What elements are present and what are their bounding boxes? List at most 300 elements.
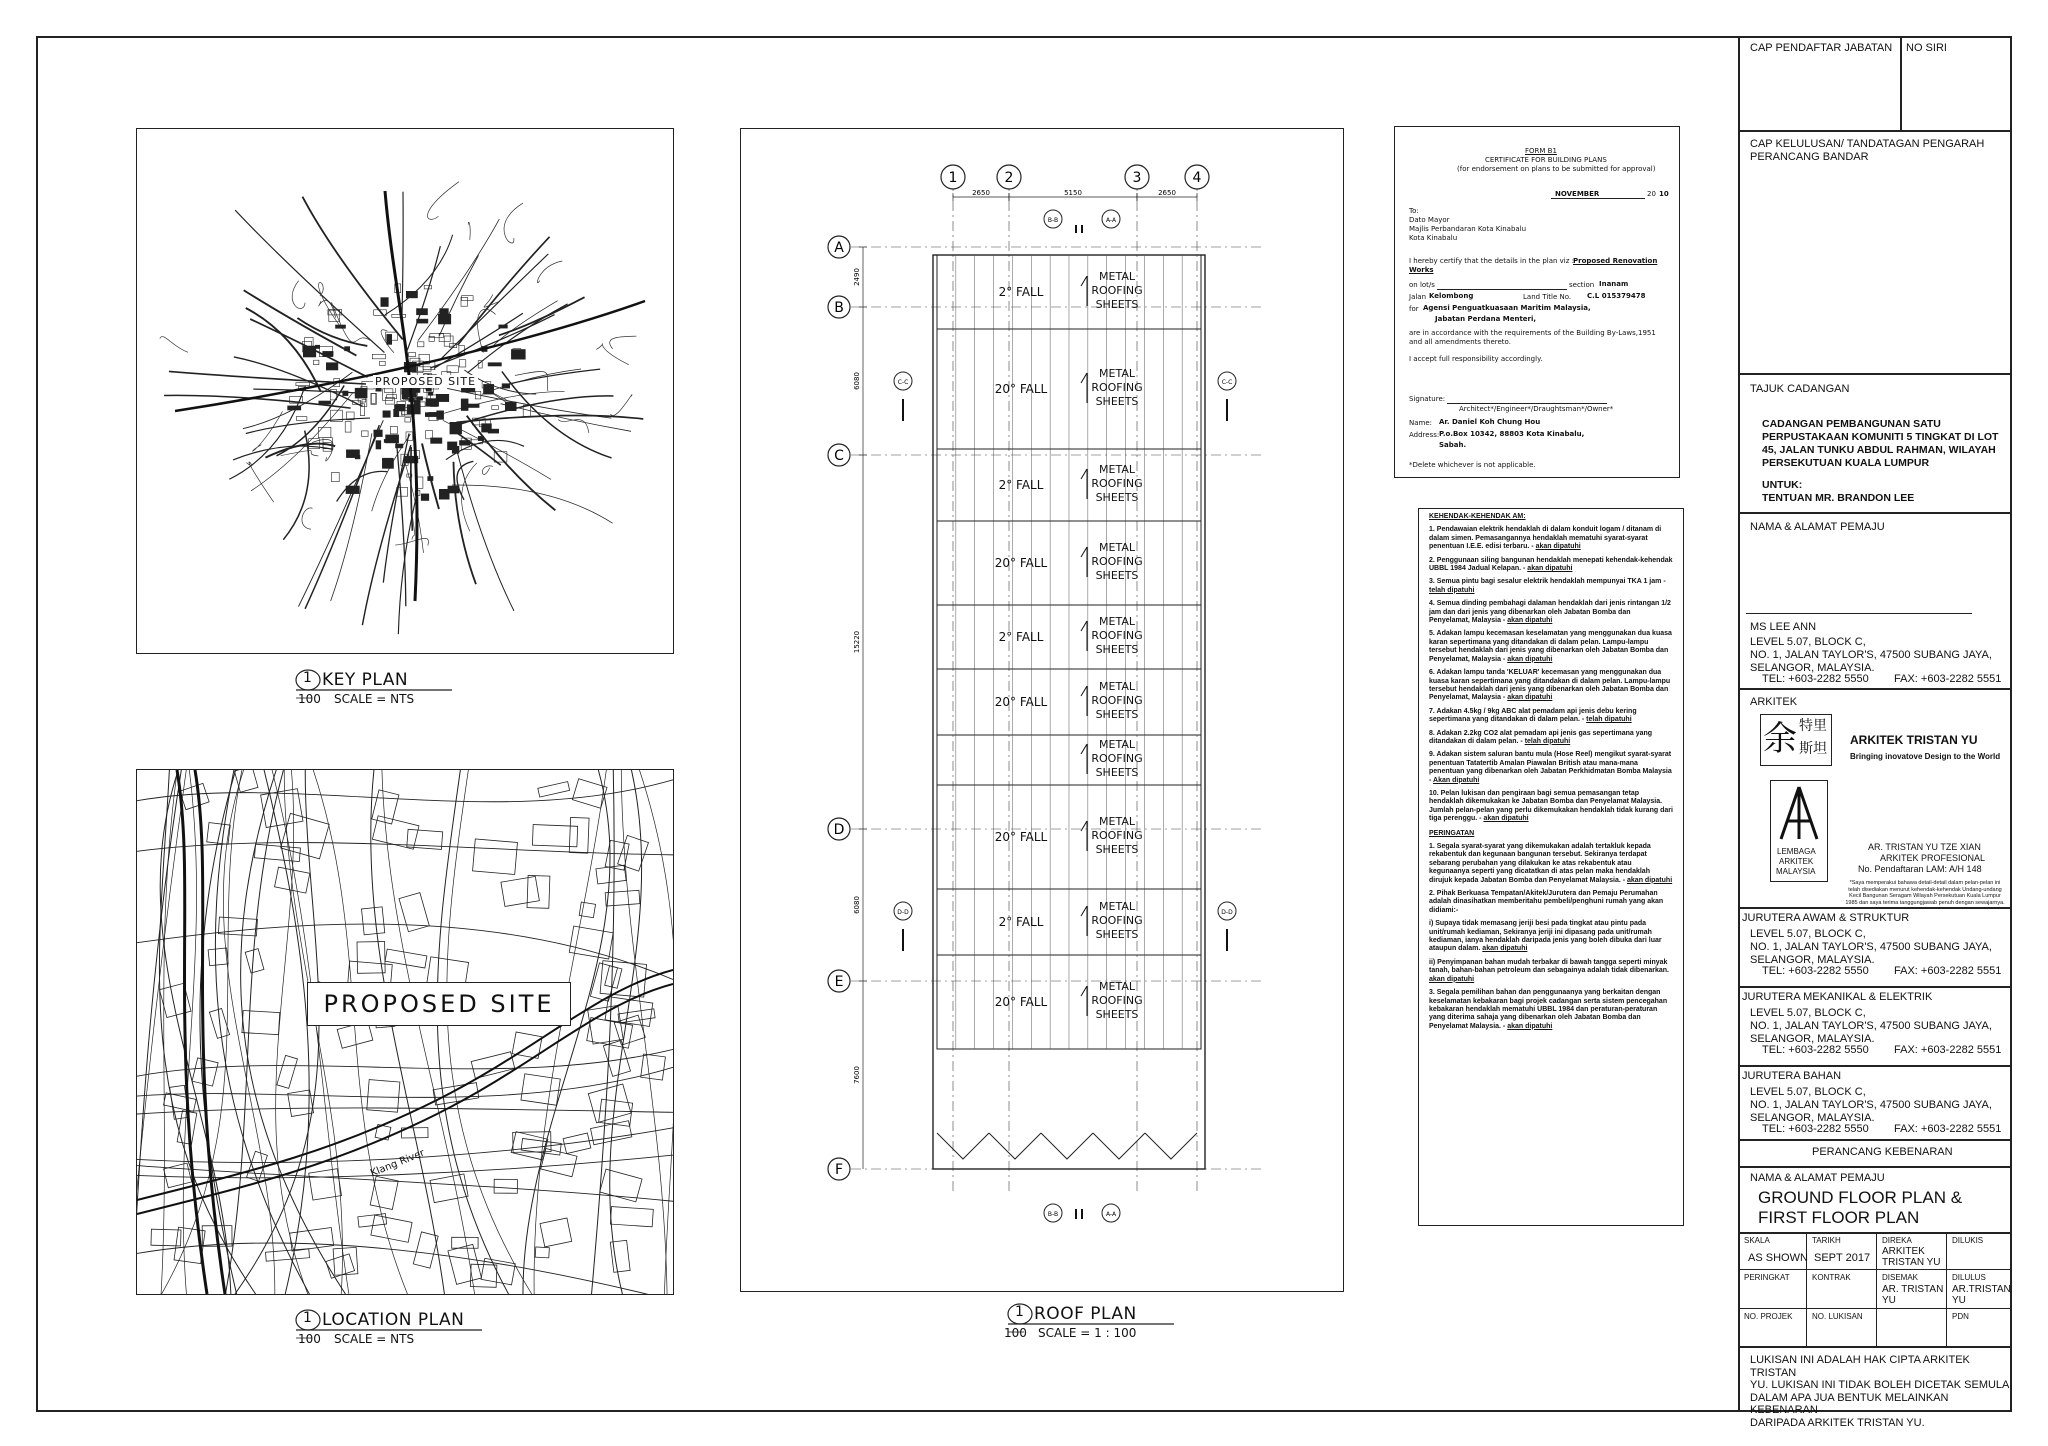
tb-divider xyxy=(1740,688,2012,690)
map-building xyxy=(336,325,346,328)
key-plan-site-label: PROPOSED SITE xyxy=(375,375,477,388)
cert-for-label: for xyxy=(1409,305,1419,313)
map-building xyxy=(425,413,436,417)
roofing-sheet-label: METAL xyxy=(1099,270,1135,283)
cap-pendaftar-label: CAP PENDAFTAR JABATAN xyxy=(1750,42,1893,54)
section-mark-label: A-A xyxy=(1105,1211,1117,1218)
consultant-tel: TEL: +603-2282 5550 xyxy=(1762,965,1869,977)
roofing-sheet-label: ROOFING xyxy=(1091,829,1143,842)
cert-accordance-1: are in accordance with the requirements of the Building By-Laws,1951 xyxy=(1409,329,1656,337)
roofing-sheet-label: METAL xyxy=(1099,367,1135,380)
map-building xyxy=(588,1005,623,1044)
section-mark-label: C-C xyxy=(1221,379,1233,386)
roofing-sheet-label: SHEETS xyxy=(1095,491,1139,504)
cert-address-2: Sabah. xyxy=(1439,441,1467,449)
grid-row-label: F xyxy=(834,1162,844,1178)
lam-3: MALAYSIA xyxy=(1776,867,1816,876)
section-mark-label: D-D xyxy=(1221,909,1233,916)
map-building xyxy=(261,789,303,828)
note-item-9 xyxy=(1429,751,1673,785)
map-building xyxy=(395,405,406,411)
tb-vdivider xyxy=(1876,1232,1877,1346)
roofing-sheet-label: SHEETS xyxy=(1095,766,1139,779)
cert-land-title: C.L 015379478 xyxy=(1587,292,1646,300)
map-building xyxy=(266,1249,310,1261)
grid-col-label: 4 xyxy=(1192,170,1202,186)
roofing-sheet-label: ROOFING xyxy=(1091,629,1143,642)
map-road xyxy=(137,1166,673,1202)
map-contour xyxy=(482,466,493,475)
map-building xyxy=(569,817,589,853)
map-road xyxy=(499,297,585,335)
roof-fall-arrowhead xyxy=(1081,621,1087,631)
lam-seal xyxy=(1770,780,1828,882)
warning-item-text: 1. Segala syarat-syarat yang dikemukakan adalah tertakluk kepada rekabentuk dan kegunaan bangunan tersebut. Sekiranya terdapat sebarang perubahan yang dilakukan ke atas rekabentuk atau kegunaanya seperti yang dicatatkan di atas pelan maka hendaklah dirujuk kepada Jabatan Bomba dan Penyelamat Malaysia. - xyxy=(1429,843,1651,884)
map-road xyxy=(418,219,499,340)
roofing-sheet-label: METAL xyxy=(1099,980,1135,993)
roof-plan-drawing xyxy=(741,129,1343,1291)
notes-items xyxy=(1429,526,1673,823)
map-building xyxy=(380,361,386,365)
roof-fall-arrowhead xyxy=(1081,686,1087,696)
tarikh-label: TARIKH xyxy=(1812,1236,1841,1245)
roof-fall-label: 2° FALL xyxy=(998,915,1044,929)
roof-plan-scale: SCALE = 1 : 100 xyxy=(1038,1326,1137,1340)
drawing-title: GROUND FLOOR PLAN & FIRST FLOOR PLAN xyxy=(1758,1188,1963,1227)
perancang-kebenaran: PERANCANG KEBENARAN xyxy=(1812,1146,1953,1158)
map-road xyxy=(235,770,319,1294)
pemaju-name: MS LEE ANN xyxy=(1750,621,1817,633)
map-building xyxy=(409,353,416,357)
map-building xyxy=(431,438,442,444)
pdn-label: PDN xyxy=(1952,1312,1969,1321)
tarikh-value: SEPT 2017 xyxy=(1814,1252,1871,1264)
note-item-text: 8. Adakan 2.2kg CO2 alat pemadam api jenis gas sepertimana yang ditandakan di dalam pelan. - xyxy=(1429,729,1653,745)
map-contour xyxy=(537,261,562,283)
roofing-sheet-label: METAL xyxy=(1099,541,1135,554)
tb-divider xyxy=(1740,1139,2012,1141)
map-building xyxy=(323,351,333,356)
roofing-sheet-label: ROOFING xyxy=(1091,752,1143,765)
map-building xyxy=(372,790,399,824)
tb-vdivider xyxy=(1806,1232,1807,1346)
logo-glyph-big: 余 xyxy=(1763,719,1797,759)
map-building xyxy=(376,441,381,449)
roof-fall-label: 2° FALL xyxy=(998,478,1044,492)
roofing-sheet-label: METAL xyxy=(1099,900,1135,913)
cert-to-1: Dato Mayor xyxy=(1409,216,1450,224)
map-road xyxy=(337,471,388,501)
map-building xyxy=(207,823,231,845)
gutter-outlet xyxy=(1041,1133,1093,1159)
map-contour xyxy=(160,337,188,353)
roof-fall-label: 2° FALL xyxy=(998,285,1044,299)
roof-plan-number: 1 xyxy=(1015,1304,1024,1320)
roofing-sheet-label: METAL xyxy=(1099,680,1135,693)
note-item-7 xyxy=(1429,708,1673,725)
cert-accordance-2: and all amendments thereto. xyxy=(1409,338,1511,346)
note-item-status: akan dipatuhi xyxy=(1507,694,1553,702)
map-building xyxy=(459,360,466,367)
note-item-text: 5. Adakan lampu kecemasan keselamatan yang menggunakan dua kuasa karan sepertimana yang ditandakan di dalam pelan. Lampu-lampu tersebut hendaklah dari jenis yang dibenarkan oleh Jabatan Bomba dan Penyelamat, Malaysia - xyxy=(1429,630,1672,663)
location-plan-number: 1 xyxy=(303,1310,312,1326)
map-building xyxy=(417,319,428,323)
note-item-status: akan dipatuhi xyxy=(1507,617,1553,625)
map-building xyxy=(296,417,307,421)
note-item-status: akan dipatuhi xyxy=(1507,655,1553,663)
map-building xyxy=(428,477,433,481)
cert-jalan: Kelombong xyxy=(1429,292,1474,300)
map-building xyxy=(277,1055,298,1088)
map-building xyxy=(288,1090,314,1117)
map-building xyxy=(605,966,622,988)
cert-for-1: Agensi Penguatkuasaan Maritim Malaysia, xyxy=(1423,304,1591,312)
consultant-address: LEVEL 5.07, BLOCK C, NO. 1, JALAN TAYLOR'S, 47500 SUBANG JAYA, SELANGOR, MALAYSIA. xyxy=(1750,928,1992,966)
section-mark-label: C-C xyxy=(897,379,909,386)
gutter-outlet xyxy=(1145,1133,1197,1159)
gutter-outlet xyxy=(937,1133,989,1159)
map-building xyxy=(467,404,479,408)
roofing-sheet-label: METAL xyxy=(1099,815,1135,828)
map-contour xyxy=(610,336,637,349)
roofing-sheet-label: ROOFING xyxy=(1091,381,1143,394)
map-building xyxy=(371,1215,412,1242)
map-building xyxy=(590,963,617,1001)
note-item-status: Akan dipatuhi xyxy=(1433,776,1480,784)
tb-divider xyxy=(1740,512,2012,514)
roof-fall-label: 2° FALL xyxy=(998,630,1044,644)
tajuk-label: TAJUK CADANGAN xyxy=(1750,383,1850,395)
note-item-1 xyxy=(1429,526,1673,551)
map-building xyxy=(527,875,550,908)
consultant-fax: FAX: +603-2282 5551 xyxy=(1894,965,2002,977)
roofing-sheet-label: SHEETS xyxy=(1095,298,1139,311)
cert-jalan-label: Jalan xyxy=(1409,293,1427,301)
map-building xyxy=(371,393,376,403)
note-item-text: 10. Pelan lukisan dan pengiraan bagi semua pemasangan tetap hendaklah dikemukakan ke Jabatan Bomba dan Penyelamat Malaysia. Jumlah pelan-pelan yang perlu dikemukakan hendaklah tidak kurang dari tiga perenggu. - xyxy=(1429,789,1673,823)
map-building xyxy=(372,354,385,359)
map-building xyxy=(461,297,468,306)
roofing-sheet-label: SHEETS xyxy=(1095,843,1139,856)
note-item-text: 6. Adakan lampu tanda 'KELUAR' kecemasan yang menggunakan dua kuasa karan sepertimana yang ditandakan di dalam pelan. Lampu-lampu tersebut hendaklah dari jenis yang dibenarkan oleh Jabatan Bomba dan Penyelamat, Malaysia - xyxy=(1429,669,1671,702)
tb-divider xyxy=(1740,130,2012,132)
map-road xyxy=(215,770,309,1294)
architect-lam-no: No. Pendaftaran LAM: A/H 148 xyxy=(1858,864,1982,874)
map-building xyxy=(304,346,313,354)
note-item-5 xyxy=(1429,630,1673,664)
map-contour xyxy=(596,344,628,365)
untuk-label: UNTUK: xyxy=(1762,479,1803,491)
row-dim-label: 15220 xyxy=(853,630,861,654)
map-road xyxy=(244,290,357,355)
warning-item-5 xyxy=(1429,989,1673,1031)
key-plan-scale: SCALE = NTS xyxy=(334,692,415,706)
map-building xyxy=(245,949,264,973)
map-road xyxy=(251,393,353,491)
roof-fall-arrowhead xyxy=(1081,547,1087,557)
map-building xyxy=(164,1093,197,1112)
note-item-8 xyxy=(1429,730,1673,747)
roofing-sheet-label: SHEETS xyxy=(1095,395,1139,408)
map-building xyxy=(521,1074,560,1105)
kontrak-label: KONTRAK xyxy=(1812,1273,1851,1282)
map-building xyxy=(448,486,459,493)
note-item-status: telah dipatuhi xyxy=(1524,737,1571,745)
map-building xyxy=(357,942,385,974)
map-road xyxy=(462,463,477,531)
note-item-status: akan dipatuhi xyxy=(1527,565,1573,573)
roof-fall-label: 20° FALL xyxy=(994,830,1048,844)
note-item-status: akan dipatuhi xyxy=(1483,815,1529,823)
warning-item-text: 3. Segala pemilihan bahan dan penggunaanya yang berkaitan dengan keselamatan kebakaran bagi projek cadangan serta sistem pencegahan kebakaran hendaklah mematuhi UBBL 1984 dan peraturan-peraturan yang diterima sahaja yang dibenarkan oleh Jabatan Bomba dan Penyelamat Malaysia. - xyxy=(1429,989,1668,1030)
tb-divider xyxy=(1740,1346,2012,1348)
direka-label: DIREKA xyxy=(1882,1236,1912,1245)
note-item-text: 4. Semua dinding pembahagi dalaman hendaklah dari jenis rintangan 1/2 jam dan dari jenis yang dibenarkan oleh Jabatan Bomba dan Penyelamat, Malaysia - xyxy=(1429,600,1671,625)
map-building xyxy=(384,439,390,442)
note-item-3 xyxy=(1429,578,1673,595)
note-item-10 xyxy=(1429,790,1673,824)
map-contour xyxy=(504,203,523,243)
roofing-sheet-label: SHEETS xyxy=(1095,928,1139,941)
map-building xyxy=(367,1080,400,1113)
no-lukisan-label: NO. LUKISAN xyxy=(1812,1312,1863,1321)
notes-heading: KEHENDAK-KEHENDAK AM: xyxy=(1429,513,1526,520)
tb-vdivider xyxy=(1900,36,1902,130)
map-building xyxy=(494,1179,517,1193)
cert-section: Inanam xyxy=(1599,280,1629,288)
map-road xyxy=(467,416,556,511)
cert-section-label: section xyxy=(1569,281,1595,289)
key-plan-number: 1 xyxy=(303,670,312,686)
map-building xyxy=(569,926,613,959)
key-plan-scale-number: 100 xyxy=(298,692,321,706)
roof-plan-title-block xyxy=(994,1300,1314,1346)
tb-divider xyxy=(1740,986,2012,988)
map-building xyxy=(362,431,369,436)
map-building xyxy=(426,431,433,439)
map-building xyxy=(470,1264,497,1287)
map-building xyxy=(242,1011,280,1035)
cert-address-1: P.o.Box 10342, 88803 Kota Kinabalu, xyxy=(1439,430,1585,438)
roofing-sheet-label: SHEETS xyxy=(1095,643,1139,656)
peringkat-label: PERINGKAT xyxy=(1744,1273,1790,1282)
map-road xyxy=(159,770,255,1294)
map-building xyxy=(600,1169,642,1202)
cert-signature-line xyxy=(1447,403,1607,404)
map-building xyxy=(358,1214,387,1228)
cert-to: To: xyxy=(1409,207,1419,215)
section-mark-label: B-B xyxy=(1047,217,1059,224)
consultant-label: JURUTERA MEKANIKAL & ELEKTRIK xyxy=(1742,991,1933,1003)
map-building xyxy=(596,865,626,884)
roof-plan-frame xyxy=(740,128,1344,1292)
map-building xyxy=(505,402,516,411)
map-building xyxy=(418,367,431,371)
roof-fall-label: 20° FALL xyxy=(994,695,1048,709)
pemaju-fax: FAX: +603-2282 5551 xyxy=(1894,673,2002,685)
roofing-sheet-label: ROOFING xyxy=(1091,477,1143,490)
map-road xyxy=(456,448,514,610)
cert-certify: I hereby certify that the details in the plan viz : xyxy=(1409,257,1575,265)
map-building xyxy=(502,384,510,388)
map-building xyxy=(314,360,319,365)
requirements-notes xyxy=(1418,508,1684,1226)
consultant-address: LEVEL 5.07, BLOCK C, NO. 1, JALAN TAYLOR'S, 47500 SUBANG JAYA, SELANGOR, MALAYSIA. xyxy=(1750,1007,1992,1045)
map-building xyxy=(164,1163,192,1188)
lam-seal-icon xyxy=(1771,783,1827,843)
note-item-2 xyxy=(1429,557,1673,574)
map-building xyxy=(450,422,462,434)
location-plan-title: LOCATION PLAN xyxy=(322,1310,465,1330)
consultant-label: JURUTERA AWAM & STRUKTUR xyxy=(1742,912,1910,924)
roof-fall-arrowhead xyxy=(1081,276,1087,286)
location-plan-title-block xyxy=(282,1306,602,1352)
section-mark-label: A-A xyxy=(1105,217,1117,224)
certificate-form-b1 xyxy=(1394,126,1680,478)
map-building xyxy=(332,472,340,481)
cert-name: Ar. Daniel Koh Chung Hou xyxy=(1439,418,1541,426)
row-dim-label: 6080 xyxy=(853,896,861,914)
roof-fall-label: 20° FALL xyxy=(994,382,1048,396)
consultant-fax: FAX: +603-2282 5551 xyxy=(1894,1123,2002,1135)
architect-title: ARKITEK PROFESIONAL xyxy=(1880,853,1986,863)
roofing-sheet-label: ROOFING xyxy=(1091,914,1143,927)
map-building xyxy=(437,411,444,420)
grid-row-label: B xyxy=(834,300,844,316)
roofing-sheet-label: ROOFING xyxy=(1091,694,1143,707)
tb-divider xyxy=(1740,907,2012,909)
cert-date-underline xyxy=(1551,198,1645,199)
map-road xyxy=(305,425,379,609)
map-building xyxy=(383,411,390,418)
map-building xyxy=(588,1084,631,1123)
firm-name: ARKITEK TRISTAN YU xyxy=(1850,733,1978,747)
map-building xyxy=(538,782,570,798)
note-item-status: telah dipatuhi xyxy=(1429,586,1475,594)
map-building xyxy=(430,1174,468,1203)
map-road xyxy=(398,491,417,634)
map-road xyxy=(246,418,370,433)
consultant-fax: FAX: +603-2282 5551 xyxy=(1894,1044,2002,1056)
map-building xyxy=(511,350,525,360)
roof-fall-arrowhead xyxy=(1081,986,1087,996)
cert-name-label: Name: xyxy=(1409,419,1433,427)
map-building xyxy=(452,446,459,453)
map-building xyxy=(392,314,406,317)
map-road xyxy=(253,389,366,393)
map-road xyxy=(447,388,611,418)
map-building xyxy=(473,839,518,875)
map-road xyxy=(505,369,601,385)
cert-to-3: Kota Kinabalu xyxy=(1409,234,1458,242)
map-building xyxy=(424,286,431,289)
grid-col-label: 1 xyxy=(948,170,958,186)
map-building xyxy=(532,825,577,847)
warning-item-4 xyxy=(1429,959,1673,984)
cert-date-year: 10 xyxy=(1659,190,1669,198)
map-road xyxy=(458,237,550,345)
tajuk-text: CADANGAN PEMBANGUNAN SATU PERPUSTAKAAN KOMUNITI 5 TINGKAT DI LOT 45, JALAN TUNKU ABDUL RAHMAN, WILAYAH PERSEKUTUAN KUALA LUMPUR xyxy=(1762,418,1999,469)
roof-fall-arrowhead xyxy=(1081,906,1087,916)
map-building xyxy=(326,363,338,370)
roofing-sheet-label: ROOFING xyxy=(1091,994,1143,1007)
map-building xyxy=(417,309,428,315)
roofing-sheet-label: SHEETS xyxy=(1095,569,1139,582)
roof-fall-label: 20° FALL xyxy=(994,556,1048,570)
location-plan-scale: SCALE = NTS xyxy=(334,1332,415,1346)
map-building xyxy=(296,383,310,386)
cert-accept: I accept full responsibility accordingly. xyxy=(1409,355,1543,363)
warning-item-status: akan dipatuhi xyxy=(1507,1022,1553,1030)
map-building xyxy=(281,813,330,858)
warning-item-text: i) Supaya tidak memasang jeriji besi pada tingkat atau pintu pada unit/rumah kediaman, Sekiranya jeriji ini dipasang pada unit/rumah kediaman, ianya hendaklah daripada jenis yang boleh dibuka dari luar ataupun dalam. xyxy=(1429,920,1662,953)
map-building xyxy=(362,907,385,935)
cert-land-title-label: Land Title No. xyxy=(1523,293,1572,301)
map-road xyxy=(402,192,403,319)
lam-2: ARKITEK xyxy=(1779,857,1814,866)
note-item-text: 2. Penggunaan siling bangunan hendaklah menepati kehendak-kehendak UBBL 1984 Jadual Kelapan. - xyxy=(1429,556,1673,573)
disemak-label: DISEMAK xyxy=(1882,1273,1919,1282)
copyright-notice: LUKISAN INI ADALAH HAK CIPTA ARKITEK TRISTAN YU. LUKISAN INI TIDAK BOLEH DICETAK SEMULA DALAM APA JUA BENTUK MELAINKAN KEBENARAN DARIPADA ARKITEK TRISTAN YU. xyxy=(1750,1354,2010,1429)
map-contour xyxy=(302,508,313,529)
col-dim-label: 2650 xyxy=(1158,189,1176,197)
map-building xyxy=(433,1083,479,1105)
map-building xyxy=(481,1258,515,1285)
map-building xyxy=(319,401,331,404)
map-road xyxy=(441,254,548,359)
location-plan-map xyxy=(136,769,674,1295)
map-contour xyxy=(319,282,340,325)
tb-divider xyxy=(1740,1166,2012,1168)
map-contour xyxy=(427,182,459,220)
river-label: Klang River xyxy=(369,1147,427,1180)
grid-row-label: D xyxy=(833,822,845,838)
architect-disclaimer: *Saya memperakui bahawa detail-detail dalam pelan-pelan ini telah disediakan menurut kehendak-kehendak Undang-undang Kecil Bangunan Seragam Wilayah Persekutuan Kuala Lumpur 1985 dan saya terima tanggungjawab penuh dengan sewajarnya. xyxy=(1845,880,2005,906)
gutter-outlet xyxy=(989,1133,1041,1159)
map-building xyxy=(397,401,405,404)
map-building xyxy=(641,1054,666,1080)
map-building xyxy=(343,391,348,396)
consultant-label: JURUTERA BAHAN xyxy=(1742,1070,1842,1082)
map-building xyxy=(405,418,411,422)
map-building xyxy=(288,406,301,410)
roofing-sheet-label: METAL xyxy=(1099,615,1135,628)
location-plan-scale-number: 100 xyxy=(298,1332,321,1346)
map-building xyxy=(540,1218,572,1247)
map-building xyxy=(374,430,383,437)
pemaju-address: LEVEL 5.07, BLOCK C, NO. 1, JALAN TAYLOR'S, 47500 SUBANG JAYA, SELANGOR, MALAYSIA. xyxy=(1750,636,1992,674)
note-item-text: 9. Adakan sistem saluran bantu mula (Hose Reel) mengikut syarat-syarat penentuan Tatatertib Amalan Piawalan British atau mana-mana penentuan yang dibenarkan oleh Jabatan Perkhidmatan Bomba Malaysia - xyxy=(1429,751,1672,784)
tb-divider xyxy=(1740,1065,2012,1067)
location-plan-drawing xyxy=(137,770,673,1294)
map-building xyxy=(387,395,397,399)
tb-vdivider xyxy=(1946,1232,1947,1346)
untuk-text: TENTUAN MR. BRANDON LEE xyxy=(1762,492,1915,504)
firm-tagline: Bringing inovatove Design to the World xyxy=(1850,752,2001,761)
cert-signature-label: Signature: xyxy=(1409,395,1446,403)
map-building xyxy=(420,402,425,407)
map-building xyxy=(488,363,501,366)
map-building xyxy=(309,1169,342,1200)
note-item-4 xyxy=(1429,600,1673,625)
skala-value: AS SHOWN xyxy=(1748,1252,1808,1264)
row-dim-label: 6080 xyxy=(853,372,861,390)
roof-plan-title: ROOF PLAN xyxy=(1034,1304,1137,1324)
dilulus-value: AR.TRISTAN YU xyxy=(1952,1284,2011,1306)
map-building xyxy=(501,876,539,906)
location-plan-site-label: PROPOSED SITE xyxy=(307,982,571,1026)
cert-role: Architect*/Engineer*/Draughtsman*/Owner* xyxy=(1459,405,1614,413)
